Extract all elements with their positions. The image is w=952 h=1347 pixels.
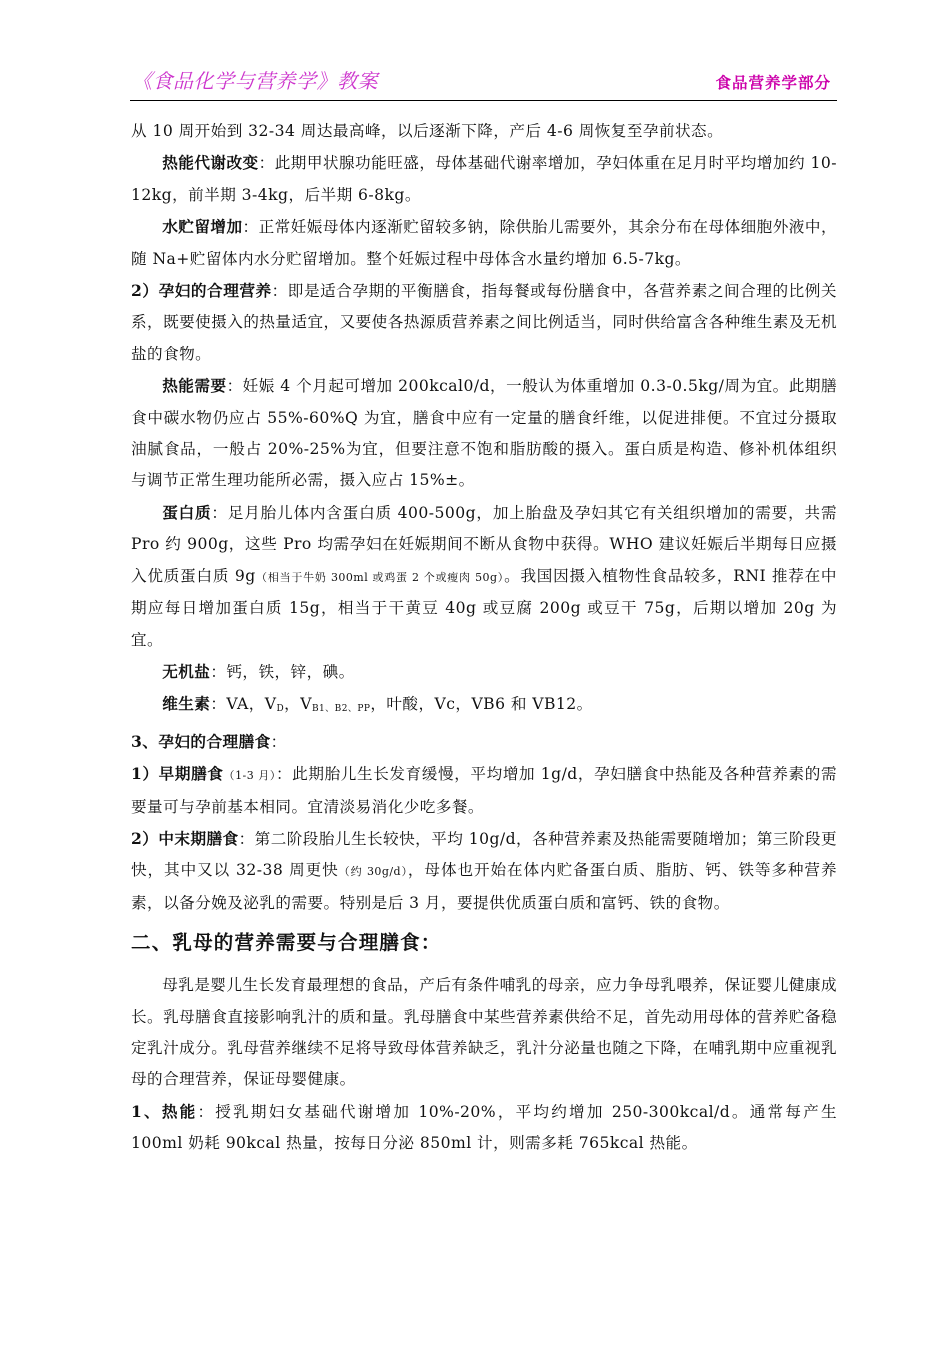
body-text	[131, 116, 837, 1160]
page-header	[130, 64, 837, 101]
paragraph: 1）早期膳食（1-3 月）：此期胎儿生长发育缓慢，平均增加 1g/d，孕妇膳食中热能及各种营养素的需要量可与孕前基本相同。宜清淡易消化少吃多餐。	[131, 764, 837, 816]
subheading: 2）中末期膳食	[131, 828, 239, 848]
paragraph: 2）中末期膳食：第二阶段胎儿生长较快，平均 10g/d，各种营养素及热能需要随增加；第三阶段更快，其中又以 32-38 周更快（约 30g/d），母体也开始在体内贮备蛋白质、脂肪、钙、铁等多种营养素，以备分娩及泌乳的需要。特别是后 3 月，要提供优质蛋白质和富钙、铁的食物。	[131, 828, 837, 912]
subscript: D	[276, 704, 285, 715]
paragraph: 2）孕妇的合理营养：即是适合孕期的平衡膳食，指每餐或每份膳食中，各营养素之间合理的比例关系，既要使摄入的热量适宜，又要使各热源质营养素之间比例适当，同时供给富含各种维生素及无机盐的食物。	[131, 281, 837, 363]
paragraph: 维生素：VA，$V_D$，$V_{B1、B2、PP}$，叶酸，Vc，VB6 和 VB12。	[162, 694, 593, 715]
subheading: 2）孕妇的合理营养	[131, 281, 272, 301]
paragraph: 母乳是婴儿生长发育最理想的食品，产后有条件哺乳的母亲，应力争母乳喂养，保证婴儿健康成长。乳母膳食直接影响乳汁的质和量。乳母膳食中某些营养素供给不足，首先动用母体的营养贮备稳定乳汁成分。乳母营养继续不足将导致母体营养缺乏，乳汁分泌量也随之下降，在哺乳期中应重视乳母的合理营养，保证母婴健康。	[131, 976, 837, 1089]
paragraph: 水贮留增加：正常妊娠母体内逐渐贮留较多钠，除供胎儿需要外，其余分布在母体细胞外液中，随 Na+贮留体内水分贮留增加。整个妊娠过程中母体含水量约增加 6.5-7kg。	[131, 217, 837, 268]
subheading: 1）早期膳食	[131, 764, 224, 784]
inline-note: （1-3 月）	[223, 769, 276, 783]
paragraph: 3、孕妇的合理膳食：	[131, 731, 287, 751]
inline-note: （约 30g/d）	[338, 865, 408, 879]
inline-note: （相当于牛奶 300ml 或鸡蛋 2 个或瘦肉 50g）	[255, 570, 505, 584]
paragraph: 无机盐：钙，铁，锌，碘。	[162, 661, 355, 681]
section-label: 食品营养学部分	[715, 74, 831, 92]
subheading: 3、孕妇的合理膳食	[131, 731, 271, 751]
term-label: 维生素	[162, 694, 211, 714]
section-heading: 二、乳母的营养需要与合理膳食：	[131, 931, 442, 955]
term-label: 热能代谢改变	[162, 153, 259, 173]
term-label: 热能需要	[162, 376, 227, 396]
paragraph: 1、热能：授乳期妇女基础代谢增加 10%-20%，平均约增加 250-300kcal/d。通常每产生 100ml 奶耗 90kcal 热量，按每日分泌 850ml 计，则需多耗 765kcal 热能。	[131, 1101, 837, 1153]
paragraph: 蛋白质：足月胎儿体内含蛋白质 400-500g，加上胎盘及孕妇其它有关组织增加的需要，共需 Pro 约 900g，这些 Pro 均需孕妇在妊娠期间不断从食物中获得。WHO 建议妊娠后半期每日应摄入优质蛋白质 9g（相当于牛奶 300ml 或鸡蛋 2 个或瘦肉 50g）。我国因摄入植物性食品较多，RNI 推荐在中期应每日增加蛋白质 15g，相当于干黄豆 40g 或豆腐 200g 或豆干 75g，后期以增加 20g 为宜。	[131, 502, 837, 649]
paragraph: 从 10 周开始到 32-34 周达最高峰，以后逐渐下降，产后 4-6 周恢复至孕前状态。	[131, 122, 724, 140]
term-label: 水贮留增加	[162, 217, 243, 237]
term-label: 无机盐	[162, 661, 211, 681]
subscript: B1、B2、PP	[311, 704, 371, 715]
subheading: 1、热能	[131, 1101, 198, 1121]
course-title: 《食品化学与营养学》教案	[132, 69, 378, 93]
term-label: 蛋白质	[162, 502, 212, 522]
paragraph: 热能需要：妊娠 4 个月起可增加 200kcal0/d，一般认为体重增加 0.3-0.5kg/周为宜。此期膳食中碳水物仍应占 55%-60%Q 为宜，膳食中应有一定量的膳食纤维，以促进排便。不宜过分摄取油腻食品，一般占 20%-25%为宜，但要注意不饱和脂肪酸的摄入。蛋白质是构造、修补机体组织与调节正常生理功能所必需，摄入应占 15%±。	[131, 376, 837, 490]
paragraph: 热能代谢改变：此期甲状腺功能旺盛，母体基础代谢率增加，孕妇体重在足月时平均增加约 10-12kg，前半期 3-4kg，后半期 6-8kg。	[131, 153, 837, 204]
